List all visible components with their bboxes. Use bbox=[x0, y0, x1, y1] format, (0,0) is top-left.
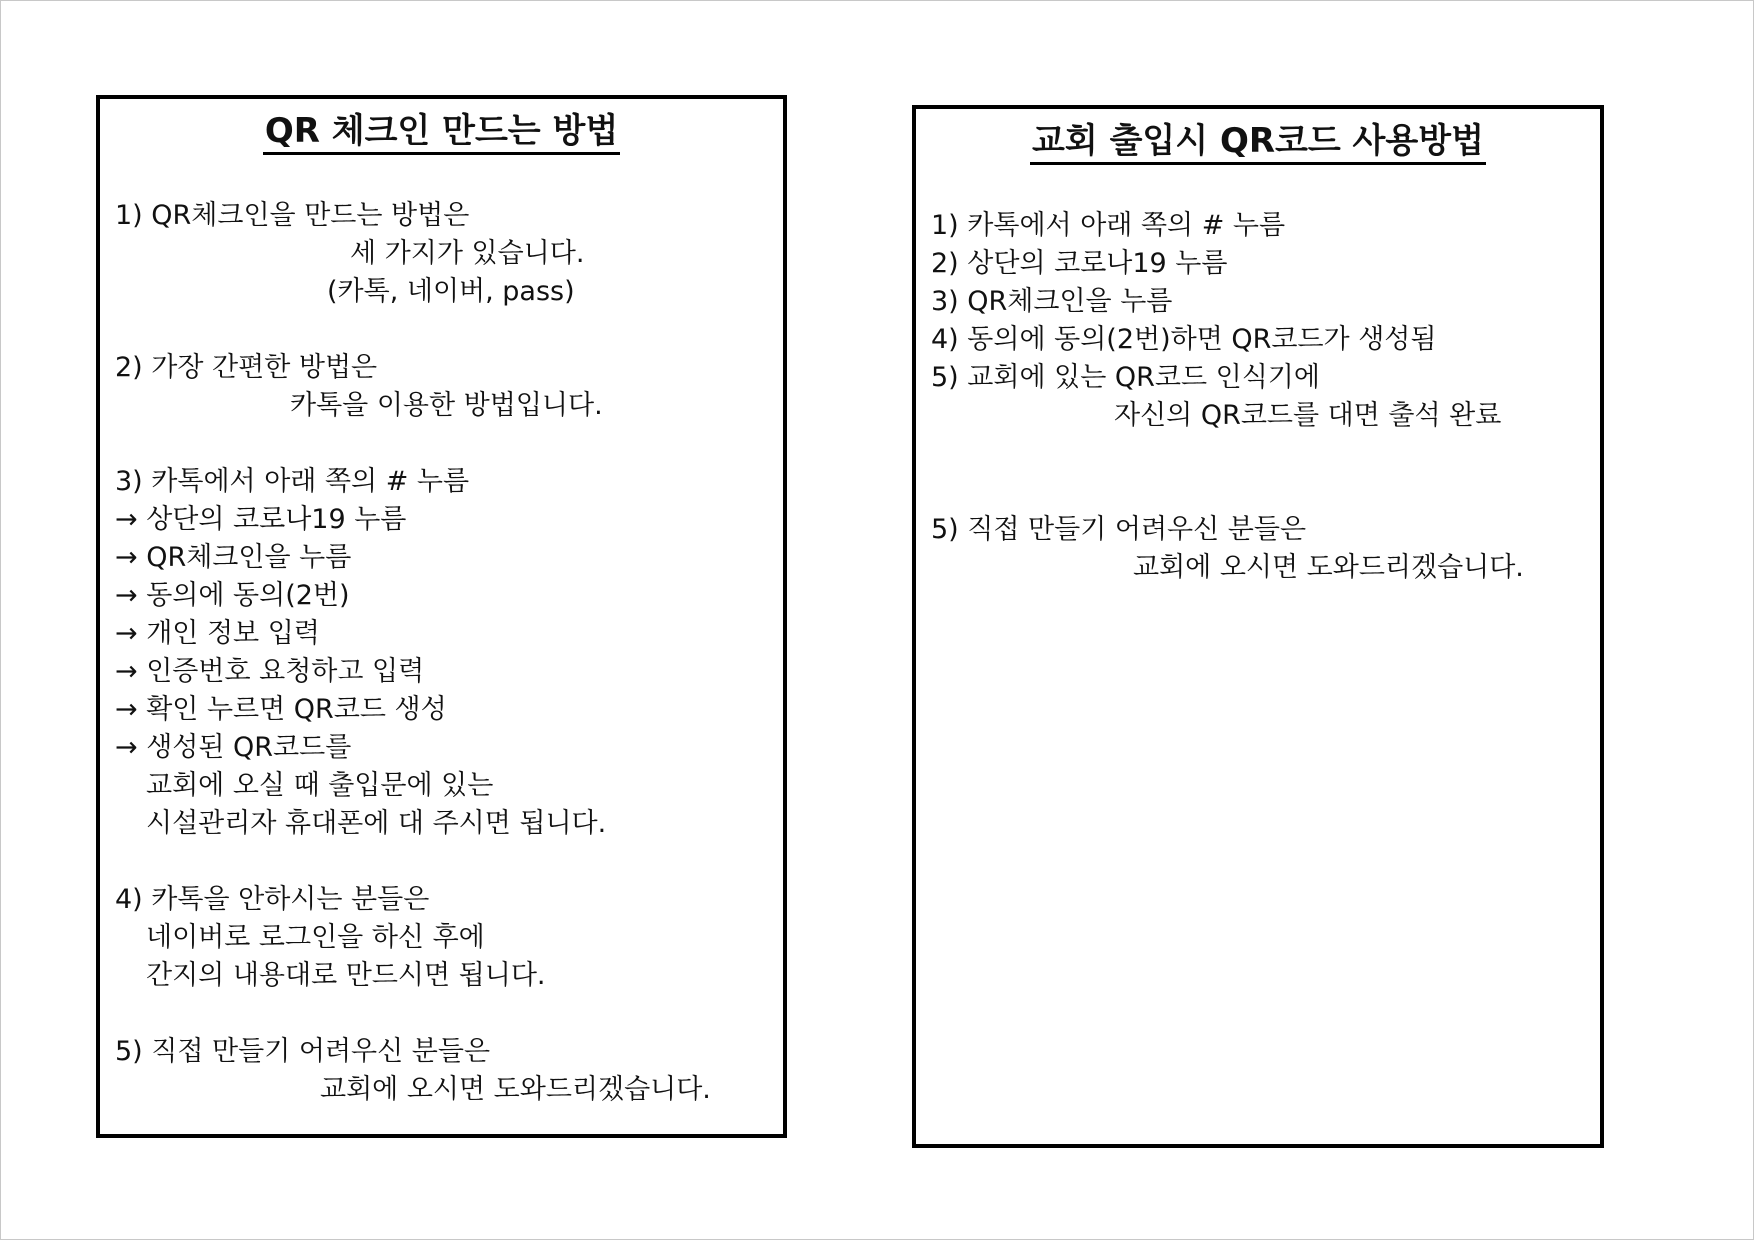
left-line-11: → 인증번호 요청하고 입력 bbox=[115, 656, 425, 687]
right-line-6: 자신의 QR코드를 대면 출석 완료 bbox=[1114, 400, 1502, 431]
left-line-4: 2) 가장 간편한 방법은 bbox=[115, 352, 378, 383]
left-line-19: 5) 직접 만들기 어려우신 분들은 bbox=[115, 1036, 491, 1067]
left-line-12: → 확인 누르면 QR코드 생성 bbox=[115, 694, 447, 725]
right-card-title: 교회 출입시 QR코드 사용방법 bbox=[916, 119, 1600, 163]
left-line-15: 시설관리자 휴대폰에 대 주시면 됩니다. bbox=[146, 808, 607, 839]
left-line-9: → 동의에 동의(2번) bbox=[115, 580, 350, 611]
left-line-6: 3) 카톡에서 아래 쪽의 # 누름 bbox=[115, 466, 470, 497]
left-line-7: → 상단의 코로나19 누름 bbox=[115, 504, 407, 535]
left-line-13: → 생성된 QR코드를 bbox=[115, 732, 352, 763]
left-line-8: → QR체크인을 누름 bbox=[115, 542, 352, 573]
right-line-3: 3) QR체크인을 누름 bbox=[931, 286, 1173, 317]
right-line-4: 4) 동의에 동의(2번)하면 QR코드가 생성됨 bbox=[931, 324, 1437, 355]
left-card-title: QR 체크인 만드는 방법 bbox=[100, 109, 783, 153]
right-line-7: 5) 직접 만들기 어려우신 분들은 bbox=[931, 514, 1307, 545]
left-line-5: 카톡을 이용한 방법입니다. bbox=[290, 390, 603, 421]
right-line-2: 2) 상단의 코로나19 누름 bbox=[931, 248, 1228, 279]
left-line-14: 교회에 오실 때 출입문에 있는 bbox=[146, 770, 494, 801]
left-instruction-card bbox=[96, 95, 787, 1138]
right-line-5: 5) 교회에 있는 QR코드 인식기에 bbox=[931, 362, 1320, 393]
left-line-20: 교회에 오시면 도와드리겠습니다. bbox=[320, 1074, 711, 1105]
right-line-8: 교회에 오시면 도와드리겠습니다. bbox=[1133, 552, 1524, 583]
left-line-2: 세 가지가 있습니다. bbox=[350, 238, 585, 269]
right-instruction-card bbox=[912, 105, 1604, 1148]
right-line-1: 1) 카톡에서 아래 쪽의 # 누름 bbox=[931, 210, 1286, 241]
left-line-16: 4) 카톡을 안하시는 분들은 bbox=[115, 884, 430, 915]
left-line-1: 1) QR체크인을 만드는 방법은 bbox=[115, 200, 470, 231]
left-line-3: (카톡, 네이버, pass) bbox=[327, 276, 575, 307]
left-line-10: → 개인 정보 입력 bbox=[115, 618, 320, 649]
left-line-17: 네이버로 로그인을 하신 후에 bbox=[146, 922, 485, 953]
left-line-18: 간지의 내용대로 만드시면 됩니다. bbox=[146, 960, 546, 991]
